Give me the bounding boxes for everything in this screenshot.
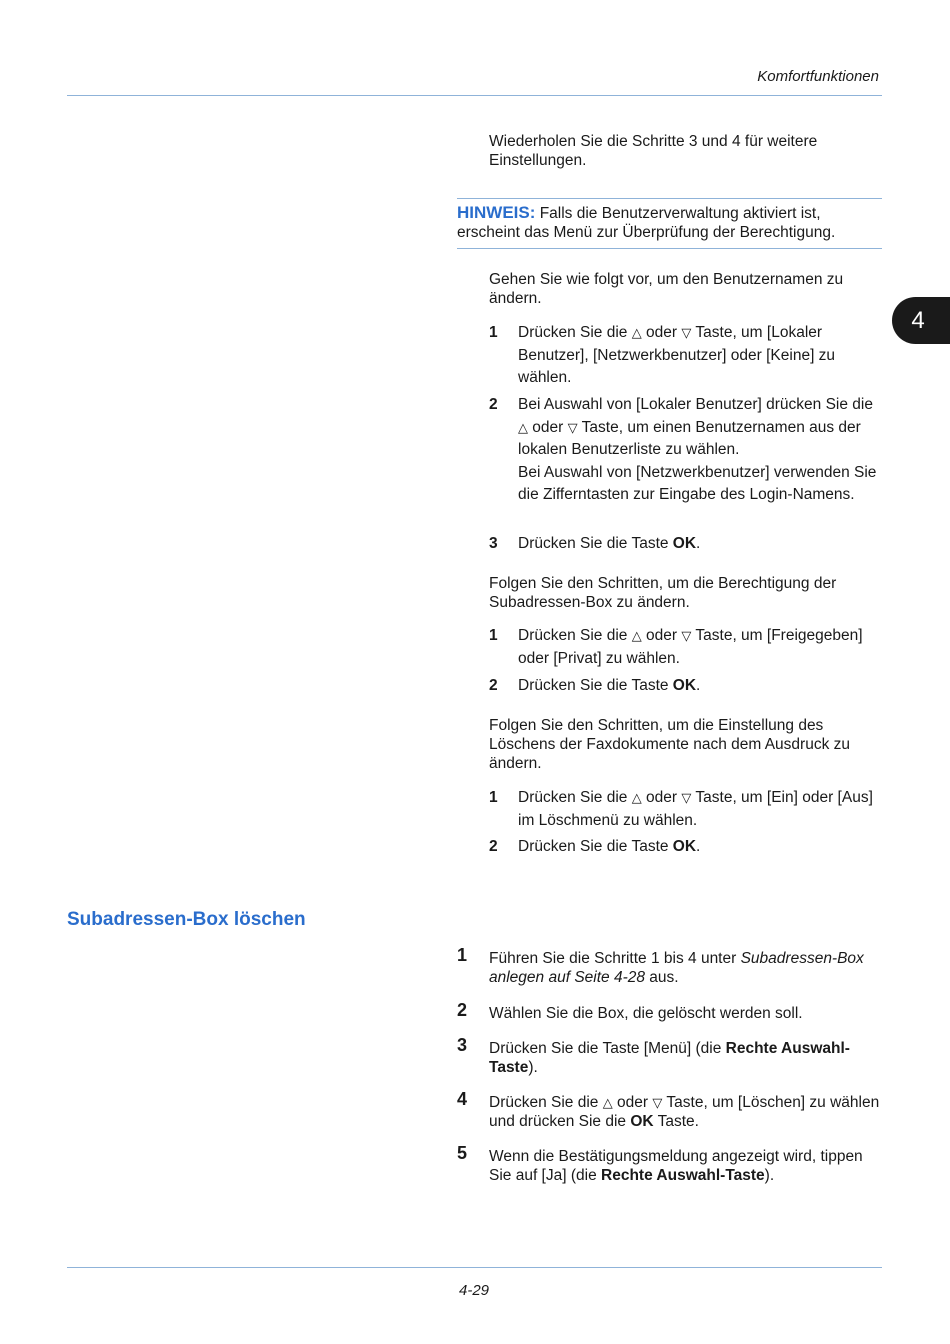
cross-reference-link[interactable]: Subadressen-Box anlegen auf Seite 4-28 (489, 950, 864, 986)
delete-box-step-2 (457, 1000, 887, 1024)
down-triangle-icon: ▽ (681, 325, 692, 340)
note-label: HINWEIS: (457, 203, 536, 222)
step-number: 1 (489, 789, 498, 806)
down-triangle-icon: ▽ (681, 628, 692, 643)
note-text: Falls die Benutzerverwaltung aktiviert ist, erscheint das Menü zur Überprüfung der Berechtigung. (457, 205, 836, 241)
step-text: Drücken Sie die △ oder ▽ Taste, um [Freigegeben] oder [Privat] zu wählen. (518, 627, 863, 667)
note-box (457, 198, 882, 249)
delete-box-step-1 (457, 945, 887, 989)
username-step-1 (489, 322, 884, 388)
step-text: Führen Sie die Schritte 1 bis 4 unter Subadressen-Box anlegen auf Seite 4-28 aus. (489, 950, 864, 986)
permission-step-2 (489, 675, 884, 697)
step-number: 4 (457, 1089, 468, 1109)
permission-intro: Folgen Sie den Schritten, um die Berechtigung der Subadressen-Box zu ändern. (489, 575, 837, 611)
username-step-3 (489, 533, 884, 555)
up-triangle-icon: △ (602, 1095, 613, 1110)
up-triangle-icon: △ (631, 628, 642, 643)
step-text: Drücken Sie die Taste [Menü] (die Rechte Auswahl-Taste). (489, 1040, 850, 1076)
header-title: Komfortfunktionen (757, 68, 879, 85)
permission-step-1 (489, 625, 884, 669)
step-text: Drücken Sie die Taste OK. (518, 535, 701, 552)
delete-setting-intro: Folgen Sie den Schritten, um die Einstellung des Löschens der Faxdokumente nach dem Ausdruck zu ändern. (489, 717, 851, 772)
delete-box-step-5 (457, 1143, 887, 1187)
step-number: 2 (489, 396, 498, 413)
step-number: 2 (457, 1000, 468, 1020)
delete-box-step-4 (457, 1089, 887, 1133)
up-triangle-icon: △ (631, 325, 642, 340)
step-text: Drücken Sie die △ oder ▽ Taste, um [Löschen] zu wählen und drücken Sie die OK Taste. (489, 1094, 880, 1130)
footer-rule (67, 1267, 882, 1268)
header-rule (67, 95, 882, 96)
step-number: 1 (489, 627, 498, 644)
step-text: Drücken Sie die △ oder ▽ Taste, um [Lokaler Benutzer], [Netzwerkbenutzer] oder [Keine] zu wählen. (518, 324, 836, 386)
step-extra-text: Bei Auswahl von [Netzwerkbenutzer] verwenden Sie die Zifferntasten zur Eingabe des Login-Namens. (518, 463, 877, 503)
delete-setting-step-2 (489, 836, 884, 858)
step-number: 3 (457, 1035, 468, 1055)
username-step-2 (489, 394, 884, 526)
down-triangle-icon: ▽ (567, 419, 578, 435)
step-number: 3 (489, 535, 498, 552)
delete-box-step-3 (457, 1035, 887, 1079)
step-number: 5 (457, 1143, 468, 1163)
step-number: 1 (489, 324, 498, 341)
step-text: Bei Auswahl von [Lokaler Benutzer] drücken Sie die △ oder ▽ Taste, um einen Benutzernamen aus der lokalen Benutzerliste zu wählen. Bei Auswahl von [Netzwerkbenutzer] verwenden Sie die Zifferntasten zur Eingabe des Login-Namens. (518, 396, 877, 503)
delete-setting-step-1 (489, 787, 884, 831)
chapter-tab: 4 (892, 297, 950, 344)
up-triangle-icon: △ (631, 790, 642, 805)
step-number: 1 (457, 945, 468, 965)
step-text: Drücken Sie die Taste OK. (518, 677, 701, 694)
step-text: Wählen Sie die Box, die gelöscht werden soll. (489, 1005, 803, 1022)
step-text: Wenn die Bestätigungsmeldung angezeigt wird, tippen Sie auf [Ja] (die Rechte Auswahl-Taste). (489, 1148, 863, 1184)
step-number: 2 (489, 838, 498, 855)
username-intro: Gehen Sie wie folgt vor, um den Benutzernamen zu ändern. (489, 271, 844, 307)
step-number: 2 (489, 677, 498, 694)
section-heading: Subadressen-Box löschen (67, 909, 306, 930)
down-triangle-icon: ▽ (652, 1095, 663, 1110)
step-text: Drücken Sie die △ oder ▽ Taste, um [Ein] oder [Aus] im Löschmenü zu wählen. (518, 789, 873, 829)
step-text: Drücken Sie die Taste OK. (518, 838, 701, 855)
page-number: 4-29 (459, 1282, 490, 1299)
up-triangle-icon: △ (518, 419, 528, 435)
down-triangle-icon: ▽ (681, 790, 692, 805)
intro-paragraph: Wiederholen Sie die Schritte 3 und 4 für weitere Einstellungen. (489, 133, 818, 169)
